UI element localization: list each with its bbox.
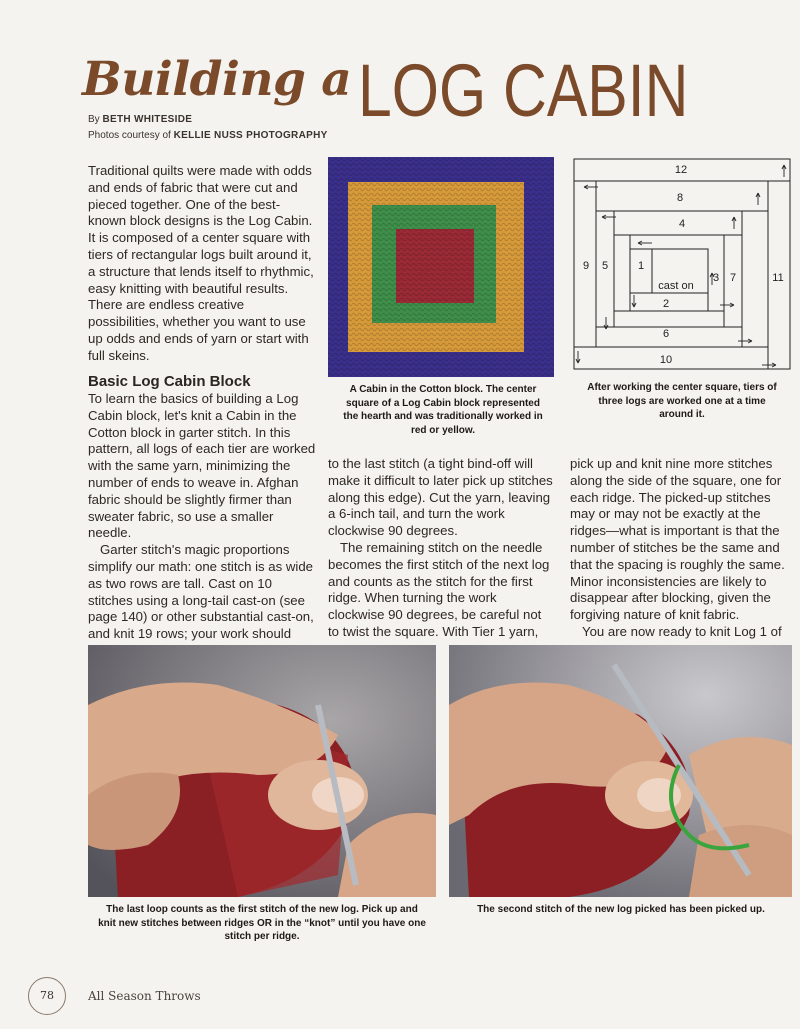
author-name: BETH WHITESIDE xyxy=(102,114,193,125)
block-caption: A Cabin in the Cotton block. The center square of a Log Cabin block represented the hearth and was traditionally worked in red or yellow. xyxy=(343,384,543,436)
diagram-label-6: 6 xyxy=(662,328,670,340)
section-heading: Basic Log Cabin Block xyxy=(88,373,251,390)
diagram-label-9: 9 xyxy=(582,260,590,272)
intro-paragraph: Traditional quilts were made with odds and ends of fabric that were cut and pieced together. One of the best-known block designs is the Log Cabin. It is composed of a center square with tiers of rectangular logs built around it, a structure that lends itself to rhythmic, easy knitting with beautiful results. There are endless creative possibilities, whether you want to use up odds and ends of yarn or start with full skeins. xyxy=(88,163,314,363)
diagram-label-1: 1 xyxy=(637,260,645,272)
photo-credit-prefix: Photos courtesy of xyxy=(88,130,171,141)
section-body xyxy=(88,391,316,660)
column-2-text xyxy=(328,456,554,641)
diagram-label-cast-on: cast on xyxy=(658,280,694,292)
column-3-paragraph-1: pick up and knit nine more stitches along the side of the square, one for each ridge. The picked-up stitches may or may not be exactly at the ridges—what is important is that the number of stitches be the same and that the spacing is roughly the same. Minor inconsistencies are likely to disappear after blocking, given the forgiving nature of knit fabric. xyxy=(570,456,785,623)
byline-prefix: By xyxy=(88,114,100,125)
column-3-text xyxy=(570,456,792,641)
photo-1-caption: The last loop counts as the first stitch of the new log. Pick up and knit new stitches between ridges OR in the “knot” until you have one stitch per ridge. xyxy=(98,904,426,942)
log-cabin-block-illustration xyxy=(328,157,554,377)
section-paragraph-2: Garter stitch's magic proportions simplify our math: one stitch is as wide as two rows are tall. Cast on 10 stitches using a long-tail cast-on (see page 140) or other substantial cast-on, and knit 19 rows; your work should xyxy=(88,542,314,642)
knitting-photo-1 xyxy=(88,645,436,897)
diagram-label-4: 4 xyxy=(678,218,686,230)
diagram-label-11: 11 xyxy=(772,272,784,284)
log-cabin-diagram xyxy=(572,157,792,377)
diagram-label-12: 12 xyxy=(674,164,688,176)
byline xyxy=(88,112,328,144)
book-title: All Season Throws xyxy=(88,989,201,1003)
photo-2-caption: The second stitch of the new log picked has been picked up. xyxy=(477,904,765,915)
column-3-paragraph-2: You are now ready to knit Log 1 of xyxy=(582,623,782,639)
diagram-caption: After working the center square, tiers of three logs are worked one at a time around it. xyxy=(587,382,777,420)
knitting-photo-2 xyxy=(449,645,792,897)
diagram-label-8: 8 xyxy=(676,192,684,204)
section-paragraph-1: To learn the basics of building a Log Cabin block, let's knit a Cabin in the Cotton block in garter stitch. In this pattern, all logs of each tier are worked with the same yarn, minimizing the number of ends to weave in. Afghan fabric should be slightly firmer than sweater fabric, so use a smaller needle. xyxy=(88,391,316,541)
title-caps: LOG CABIN xyxy=(358,49,689,132)
photographer-name: KELLIE NUSS PHOTOGRAPHY xyxy=(173,130,328,141)
column-2-paragraph-1: to the last stitch (a tight bind-off will make it difficult to later pick up stitches along this edge). Cut the yarn, leaving a 6-inch tail, and turn the work clockwise 90 degrees. xyxy=(328,456,553,539)
page-number: 78 xyxy=(28,977,66,1015)
title-italic: Building a xyxy=(82,52,352,107)
diagram-label-7: 7 xyxy=(729,272,737,284)
diagram-label-10: 10 xyxy=(659,354,673,366)
diagram-label-2: 2 xyxy=(662,298,670,310)
diagram-label-3: 3 xyxy=(712,272,720,284)
column-2-paragraph-2: The remaining stitch on the needle becomes the first stitch of the next log and counts as the stitch for the first ridge. When turning the work clockwise 90 degrees, be careful not to twist the square. With Tier 1 yarn, xyxy=(328,539,550,639)
log-cabin-block-photo xyxy=(328,157,554,377)
diagram-label-5: 5 xyxy=(601,260,609,272)
